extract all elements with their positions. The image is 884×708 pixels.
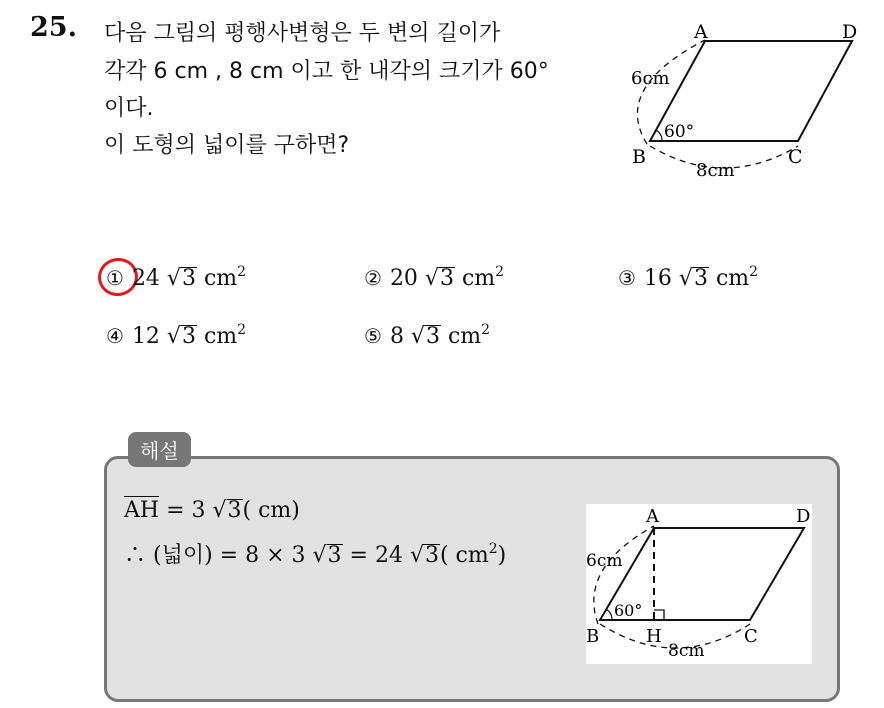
solution-vertex-a-label: A bbox=[646, 506, 659, 527]
vertex-d-label: D bbox=[842, 21, 858, 43]
solution-vertex-c-label: C bbox=[744, 626, 758, 647]
solution-angle-arc bbox=[606, 609, 612, 620]
angle-label: 60° bbox=[664, 122, 695, 142]
segment-ah: AH bbox=[124, 498, 160, 523]
side-bc-label: 8cm bbox=[696, 160, 735, 181]
vertex-a-label: A bbox=[694, 21, 708, 43]
solution-badge: 해설 bbox=[128, 432, 191, 467]
choice-5-mark: ⑤ bbox=[364, 324, 382, 348]
choice-1[interactable]: ① 24 √3 $cm^2$ bbox=[106, 264, 247, 291]
solution-vertex-d-label: D bbox=[796, 506, 811, 527]
choice-3-mark: ③ bbox=[618, 266, 636, 290]
vertex-b-label: B bbox=[632, 146, 646, 168]
question-number: 25. bbox=[30, 12, 77, 43]
angle-arc bbox=[656, 130, 662, 141]
question-line-3: 이다. bbox=[104, 96, 154, 121]
solution-parallelogram-figure bbox=[586, 504, 812, 664]
right-angle-mark bbox=[654, 610, 664, 620]
choice-3[interactable]: ③ 16 √3 $cm^2$ bbox=[618, 264, 759, 291]
question-line-2: 각각 6 cm , 8 cm 이고 한 내각의 크기가 60° bbox=[104, 59, 549, 84]
parallelogram-figure bbox=[620, 18, 870, 186]
choice-4[interactable]: ④ 12 √3 $cm^2$ bbox=[106, 322, 247, 349]
vertex-c-label: C bbox=[788, 146, 803, 168]
solution-line-2: ∴ (넓이) = 8 × 3 √3 = 24 √3( $cm^2$) bbox=[124, 541, 507, 568]
side-ab-label: 6cm bbox=[631, 68, 670, 89]
solution-vertex-b-label: B bbox=[586, 626, 600, 647]
solution-angle-label: 60° bbox=[614, 601, 643, 620]
solution-side-bc-label: 8cm bbox=[668, 641, 705, 661]
solution-foot-h-label: H bbox=[646, 626, 662, 647]
solution-side-ab-label: 6cm bbox=[586, 551, 623, 571]
choice-1-mark: ① bbox=[106, 266, 124, 290]
solution-line-1: AH = 3 √3( cm) bbox=[124, 498, 300, 523]
choice-4-mark: ④ bbox=[106, 324, 124, 348]
question-line-1: 다음 그림의 평행사변형은 두 변의 길이가 bbox=[104, 21, 501, 46]
question-line-4: 이 도형의 넓이를 구하면? bbox=[104, 133, 350, 158]
choice-2-mark: ② bbox=[364, 266, 382, 290]
choice-5[interactable]: ⑤ 8 √3 $cm^2$ bbox=[364, 322, 491, 349]
choice-2[interactable]: ② 20 √3 $cm^2$ bbox=[364, 264, 505, 291]
